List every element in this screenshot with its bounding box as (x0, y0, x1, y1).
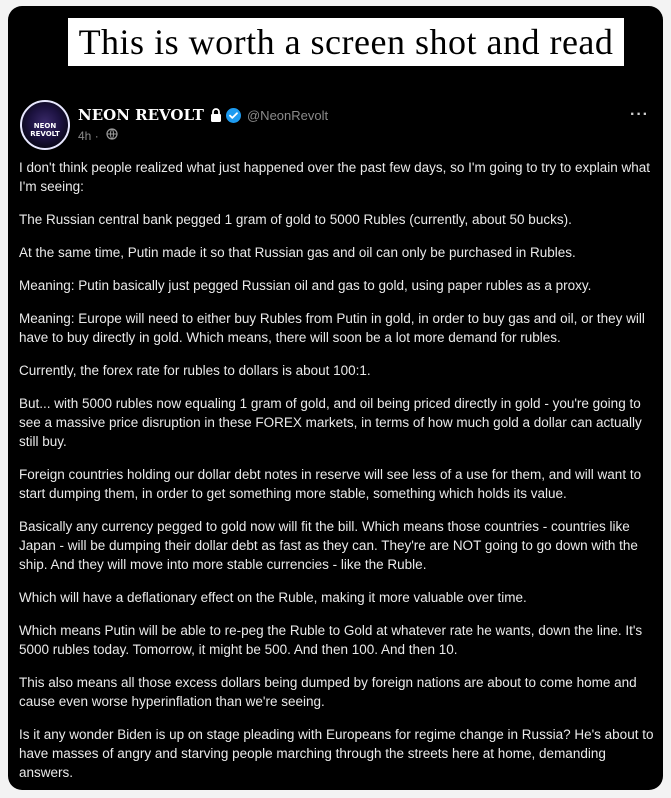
globe-icon (106, 128, 118, 143)
caption-banner: This is worth a screen shot and read (68, 18, 624, 66)
lock-icon (210, 108, 222, 122)
post-paragraph: I don't think people realized what just happened over the past few days, so I'm going to try to explain what I'm seeing: (19, 160, 651, 194)
post-paragraph: Which means Putin will be able to re-peg the Ruble to Gold at whatever rate he wants, down the line. It's 5000 rubles today. Tomorrow, it might be 500. And then 100. And then 10. (19, 623, 643, 657)
author-handle[interactable]: @NeonRevolt (246, 107, 329, 123)
author-display-name[interactable]: NEON REVOLT (78, 106, 204, 124)
avatar-logo-text: NEON REVOLT (30, 122, 60, 138)
post-paragraph: Basically any currency pegged to gold now will fit the bill. Which means those countries - countries like Japan - will be dumping their dollar debt as fast as they can. They're are NOT going to go down with the ship. And they will move into more stable currencies - like the Ruble. (19, 519, 638, 572)
post-paragraph: The Russian central bank pegged 1 gram of gold to 5000 Rubles (currently, about 50 bucks). (19, 212, 572, 227)
post-paragraph: Which will have a deflationary effect on the Ruble, making it more valuable over time. (19, 590, 527, 605)
post-paragraph: Currently, the forex rate for rubles to dollars is about 100:1. (19, 363, 371, 378)
avatar[interactable] (20, 100, 70, 150)
post-paragraph: Meaning: Europe will need to either buy Rubles from Putin in gold, in order to buy gas and oil, or they will have to buy directly in gold. Which means, there will soon be a lot more demand for rubles. (19, 311, 645, 345)
post-paragraph: This also means all those excess dollars being dumped by foreign nations are about to come home and cause even worse hyperinflation than we're seeing. (19, 675, 637, 709)
screenshot-card (8, 6, 663, 790)
post-paragraph: But... with 5000 rubles now equaling 1 gram of gold, and oil being priced directly in gold - you're going to see a massive price disruption in these FOREX markets, in terms of how much gold a dollar can actually still buy. (19, 396, 642, 449)
post-paragraph: Meaning: Putin basically just pegged Russian oil and gas to gold, using paper rubles as a proxy. (19, 278, 592, 293)
post-meta (78, 128, 118, 143)
post-timestamp[interactable]: 4h (78, 128, 92, 143)
post-body (19, 158, 655, 790)
author-row (78, 106, 328, 124)
post-paragraph: Is it any wonder Biden is up on stage pleading with Europeans for regime change in Russia? He's about to have masses of angry and starving people marching through the streets here at home, demanding answers. (19, 727, 654, 780)
verified-badge-icon (226, 108, 241, 123)
post-paragraph: At the same time, Putin made it so that Russian gas and oil can only be purchased in Rubles. (19, 245, 576, 260)
post-paragraph: Foreign countries holding our dollar debt notes in reserve will see less of a use for them, and will want to start dumping them, in order to get something more stable, something which holds its value. (19, 467, 642, 501)
more-options-icon[interactable]: ··· (630, 106, 649, 123)
meta-separator: · (91, 128, 103, 143)
